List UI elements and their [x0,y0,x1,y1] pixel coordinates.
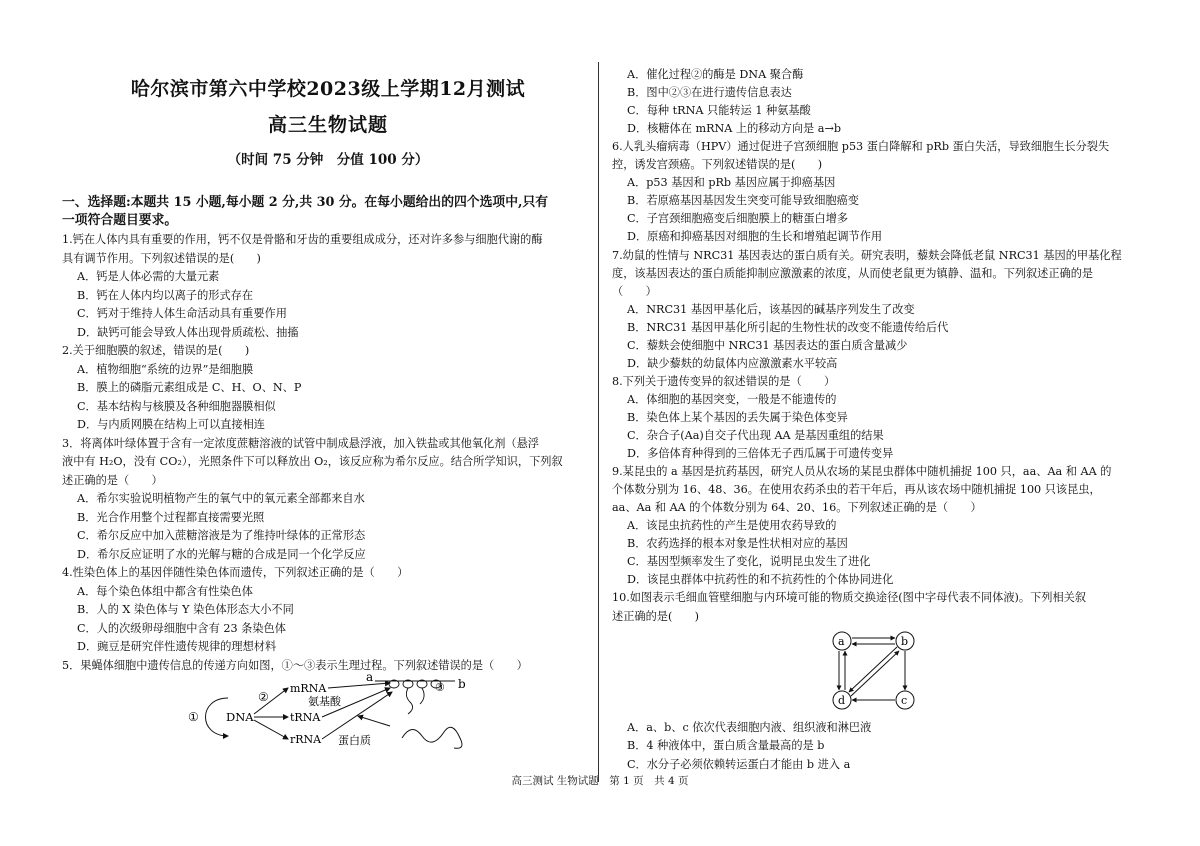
answer-option: C．基本结构与核膜及各种细胞器膜相似 [77,399,276,413]
question-text-line: 7.幼鼠的性情与 NRC31 基因表达的蛋白质有关。研究表明，藜麸会降低老鼠 NRC31 基因的甲基化程 [612,248,1122,262]
exam-title: 哈尔滨市第六中学校2023级上学期12月测试 [130,78,526,100]
answer-option: C．希尔反应中加入蔗糖溶液是为了维持叶绿体的正常形态 [77,529,366,542]
question-text-line: 度，该基因表达的蛋白质能抑制应激激素的浓度，从而使老鼠更为镇静、温和。下列叙述正确的是 [612,266,1094,280]
figure-q10-body-fluids [820,628,920,714]
fig5-label-a: a [366,670,374,684]
answer-option: B．4 种液体中，蛋白质含量最高的是 b [627,739,825,753]
protein-squiggle [402,727,462,748]
answer-option: A．希尔实验说明植物产生的氧气中的氧元素全部都来自水 [77,492,365,505]
protein-arrow [358,716,390,726]
dna-to-rrna-arrow [254,720,288,739]
answer-option: A．p53 基因和 pRb 基因应属于抑癌基因 [627,176,836,190]
mrna-to-ribosome-arrow [328,683,390,688]
answer-option: A．每个染色体组中都含有性染色体 [77,584,253,598]
answer-option: C．基因型频率发生了变化，说明昆虫发生了进化 [627,555,871,569]
fig5-protein-label: 蛋白质 [338,734,371,747]
answer-option: A．该昆虫抗药性的产生是使用农药导致的 [627,519,837,533]
label-a: a [838,635,845,648]
fig5-amino-acid-label: 氨基酸 [308,695,341,708]
answer-option: C．钙对于维持人体生命活动具有重要作用 [77,307,287,320]
answer-option: D．缺少藜麸的幼鼠体内应激激素水平较高 [627,356,838,370]
answer-option: D．希尔反应证明了水的光解与糖的合成是同一个化学反应 [77,547,366,561]
question-text-line: 述正确的是( ) [612,609,700,623]
question-text-line: aa、Aa 和 AA 的个体数分别为 64、20、16。下列叙述正确的是（ ） [612,501,982,515]
fig5-num3: ③ [435,681,445,694]
replication-loop-arrow [206,698,229,736]
answer-option: B．农药选择的根本对象是性状相对应的基因 [627,537,848,551]
answer-option: A．催化过程②的酶是 DNA 聚合酶 [627,68,804,81]
fig5-rrna-label: rRNA [290,733,322,746]
answer-option: C．人的次级卵母细胞中含有 23 条染色体 [77,621,286,635]
section-heading-line1: 一、选择题:本题共 15 小题,每小题 2 分,共 30 分。在每小题给出的四个选项中,只有 [62,195,549,210]
question-text-line: 10.如图表示毛细血管壁细胞与内环境可能的物质交换途径(图中字母代表不同体液)。下列相关叙 [612,591,1087,605]
section-heading-line2: 一项符合题目要求。 [62,213,178,228]
answer-option: C．水分子必须依赖转运蛋白才能由 b 进入 a [627,757,851,771]
answer-option: D．与内质网膜在结构上可以直接相连 [77,418,265,431]
question-text-line: 8.下列关于遗传变异的叙述错误的是（ ） [612,374,836,388]
question-text-line: 具有调节作用。下列叙述错误的是( ) [62,251,261,265]
fig5-num1: ① [188,710,199,724]
question-text-line: 述正确的是（ ） [62,473,163,487]
answer-option: B．钙在人体内均以离子的形式存在 [77,288,254,302]
answer-option: C．每种 tRNA 只能转运 1 种氨基酸 [627,104,811,118]
label-c: c [901,694,908,707]
arrow-b-to-d [849,647,897,692]
question-text-line: 2.关于细胞膜的叙述，错误的是( ) [62,344,250,357]
figure-q5-central-dogma [180,668,480,768]
fig5-label-b: b [458,677,466,691]
page-footer: 高三测试 生物试题 第 1 页 共 4 页 [511,775,689,787]
question-text-line: 9.某昆虫的 a 基因是抗药基因，研究人员从农场的某昆虫群体中随机捕捉 100 只，aa、Aa 和 AA 的 [612,465,1112,479]
answer-option: B．人的 X 染色体与 Y 染色体形态大小不同 [77,603,294,616]
question-text-line: 个体数分别为 16、48、36。在使用农药杀虫的若干年后，再从该农场中随机捕捉 100 只该昆虫， [612,483,1101,497]
question-text-line: （ ） [612,284,657,298]
fig5-mrna-label: mRNA [290,682,327,695]
question-text-line: 6.人乳头瘤病毒（HPV）通过促进子宫颈细胞 p53 蛋白降解和 pRb 蛋白失活，导致细胞生长分裂失 [612,140,1110,154]
answer-option: C．子宫颈细胞癌变后细胞膜上的糖蛋白增多 [627,212,849,226]
answer-option: A．体细胞的基因突变，一般是不能遗传的 [627,392,837,406]
answer-option: B．光合作用整个过程都直接需要光照 [77,510,265,524]
answer-option: D．豌豆是研究伴性遗传规律的理想材料 [77,640,277,653]
arrow-d-to-b [851,651,899,696]
answer-option: B．图中②③在进行遗传信息表达 [627,86,792,100]
answer-option: C．藜麸会使细胞中 NRC31 基因表达的蛋白质含量减少 [627,338,908,352]
question-text-line: 液中有 H₂O，没有 CO₂），光照条件下可以释放出 O₂，该反应称为希尔反应。结合所学知识，下列叙 [62,455,563,468]
label-d: d [838,694,846,707]
question-text-line: 3．将离体叶绿体置于含有一定浓度蔗糖溶液的试管中制成悬浮液，加入铁盐或其他氧化剂（悬浮 [62,436,539,450]
answer-option: A．NRC31 基因甲基化后，该基因的碱基序列发生了改变 [627,302,915,316]
column-divider [598,62,599,782]
answer-option: A．钙是人体必需的大量元素 [77,270,220,283]
question-text-line: 5．果蝇体细胞中遗传信息的传递方向如图，①～③表示生理过程。下列叙述错误的是（ ） [62,658,528,672]
exam-subtitle: 高三生物试题 [267,114,388,136]
answer-option: D．原癌和抑癌基因对细胞的生长和增殖起调节作用 [627,230,883,244]
answer-option: D．多倍体育种得到的三倍体无子西瓜属于可遗传变异 [627,447,894,461]
answer-option: A．a、b、c 依次代表细胞内液、组织液和淋巴液 [627,721,872,734]
ribosome-group [389,680,441,714]
answer-option: B．若原癌基因基因发生突变可能导致细胞癌变 [627,194,859,208]
answer-option: B．膜上的磷脂元素组成是 C、H、O、N、P [77,381,302,394]
answer-option: C．杂合子(Aa)自交子代出现 AA 是基因重组的结果 [627,429,884,442]
question-text-line: 1.钙在人体内具有重要的作用，钙不仅是骨骼和牙齿的重要组成成分，还对许多参与细胞代谢的酶 [62,233,543,246]
question-text-line: 控，诱发宫颈癌。下列叙述错误的是( ) [612,158,823,172]
answer-option: D．该昆虫群体中抗药性的和不抗药性的个体协同进化 [627,573,894,587]
fig5-num2: ② [258,690,269,704]
label-b: b [901,635,909,648]
answer-option: D．核糖体在 mRNA 上的移动方向是 a→b [627,122,841,136]
answer-option: A．植物细胞“系统的边界”是细胞膜 [77,362,254,376]
answer-option: B．NRC31 基因甲基化所引起的生物性状的改变不能遗传给后代 [627,320,949,334]
answer-option: B．染色体上某个基因的丢失属于染色体变异 [627,410,848,424]
fig5-trna-label: tRNA [290,711,321,724]
answer-option: D．缺钙可能会导致人体出现骨质疏松、抽搐 [77,325,299,339]
question-text-line: 4.性染色体上的基因伴随性染色体而遗传，下列叙述正确的是（ ） [62,566,409,579]
exam-info: （时间 75 分钟 分值 100 分） [227,152,429,168]
fig5-dna-label: DNA [226,710,254,724]
